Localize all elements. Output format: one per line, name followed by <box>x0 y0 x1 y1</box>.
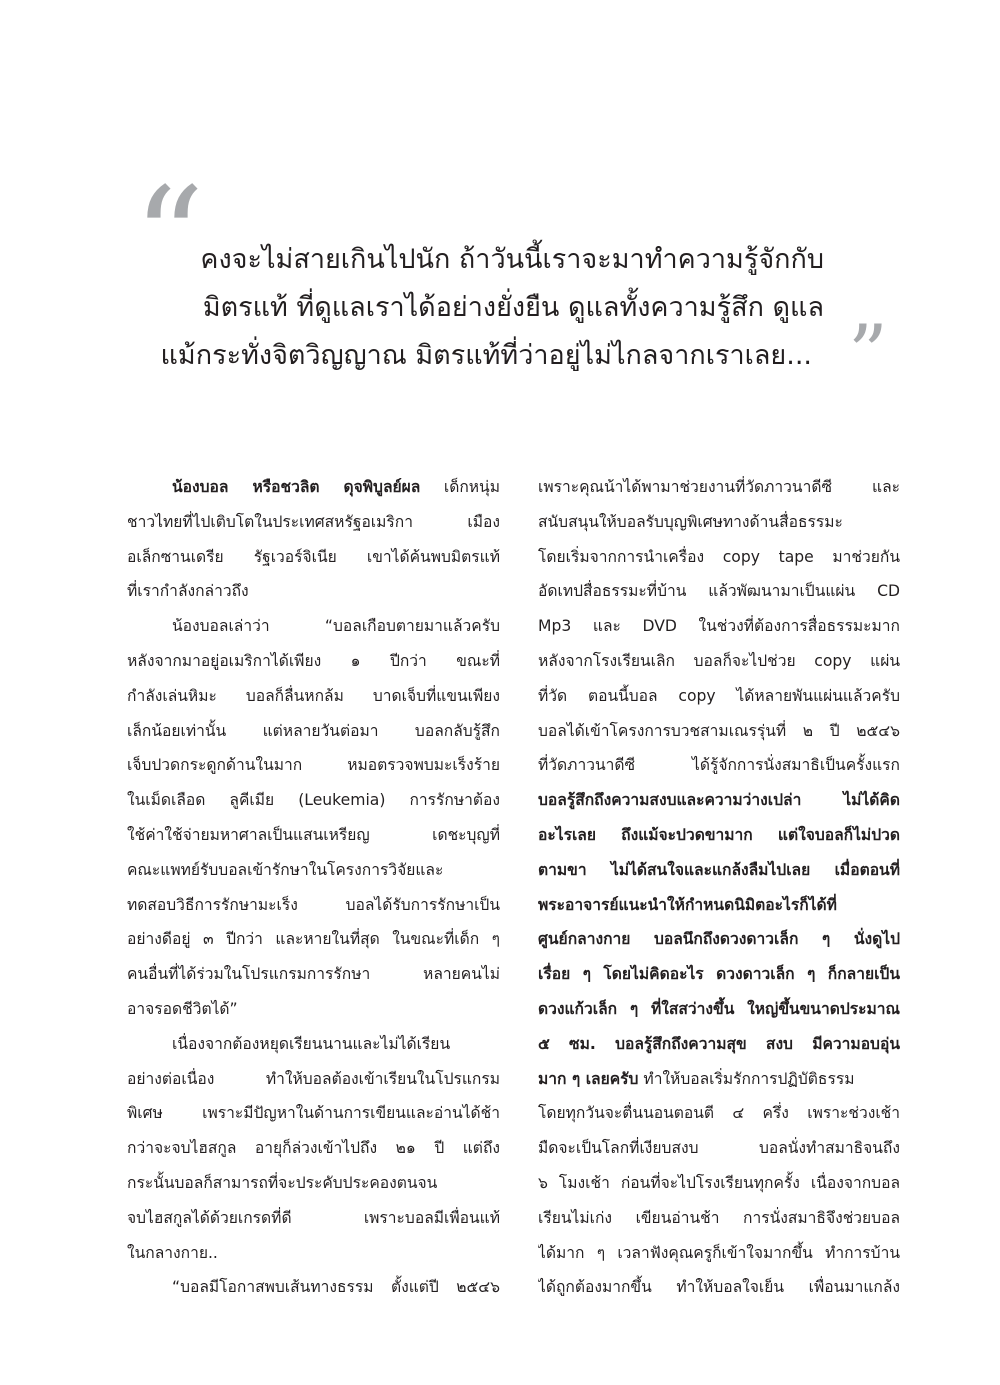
text-line: หลังจากมาอยู่อเมริกาได้เพียง ๑ ปีกว่า ขณะที่ <box>127 651 500 670</box>
text-line: ชาวไทยที่ไปเติบโตในประเทศสหรัฐอเมริกา เมือง <box>127 512 500 531</box>
text-line: กว่าจะจบไฮสกูล อายุก็ล่วงเข้าไปถึง ๒๑ ปี แต่ถึง <box>127 1139 500 1158</box>
close-quote-mark: ” <box>848 309 884 399</box>
text-line: ๖ โมงเช้า ก่อนที่จะไปโรงเรียนทุกครั้ง เนื่องจากบอล <box>538 1173 900 1192</box>
right-column <box>538 470 900 1305</box>
text-line: อย่างต่อเนื่อง ทำให้บอลต้องเข้าเรียนในโปรแกรม <box>127 1069 500 1088</box>
text-line: “บอลมีโอกาสพบเส้นทางธรรม ตั้งแต่ปี ๒๕๔๖ <box>172 1278 500 1297</box>
text-line: อย่างดีอยู่ ๓ ปีกว่า และหายในที่สุด ในขณะที่เด็ก ๆ <box>127 930 500 949</box>
text-line: กำลังเล่นหิมะ บอลก็ลื่นหกล้ม บาดเจ็บที่แขนเพียง <box>127 686 500 705</box>
text-line: อาจรอดชีวิตได้” <box>127 999 238 1018</box>
text-line: ในกลางกาย.. <box>127 1243 218 1262</box>
text-line: ได้มาก ๆ เวลาฟังคุณครูก็เข้าใจมากขึ้น ทำการบ้าน <box>538 1243 900 1262</box>
bold-text-line: พระอาจารย์แนะนำให้กำหนดนิมิตอะไรก็ได้ที่ <box>538 895 837 914</box>
text-line: พิเศษ เพราะมีปัญหาในด้านการเขียนและอ่านได้ช้า <box>127 1104 500 1123</box>
pull-quote-line: คงจะไม่สายเกินไปนัก ถ้าวันนี้เราจะมาทำความรู้จักกับ <box>200 244 824 275</box>
text-line: ใช้ค่าใช้จ่ายมหาศาลเป็นแสนเหรียญ เดชะบุญที่ <box>127 825 500 844</box>
text-run: เด็กหนุ่ม <box>420 478 500 496</box>
text-line <box>127 470 500 505</box>
text-line: หลังจากโรงเรียนเลิก บอลก็จะไปช่วย copy แผ่น <box>538 651 900 670</box>
text-line: จบไฮสกูลได้ด้วยเกรดที่ดี เพราะบอลมีเพื่อนแท้ <box>127 1208 500 1227</box>
text-line <box>538 1062 900 1097</box>
open-quote-mark: “ <box>133 158 199 321</box>
text-line: โดยเริ่มจากการนำเครื่อง copy tape มาช่วยกัน <box>538 547 900 566</box>
bold-text-line: อะไรเลย ถึงแม้จะปวดขามาก แต่ใจบอลก็ไม่ปวด <box>538 825 900 844</box>
text-line: ที่เรากำลังกล่าวถึง <box>127 582 249 601</box>
text-line: ในเม็ดเลือด ลูคีเมีย (Leukemia) การรักษาต้อง <box>127 791 500 810</box>
bold-text-line: ดวงแก้วเล็ก ๆ ที่ใสสว่างขึ้น ใหญ่ขึ้นขนาดประมาณ <box>538 999 900 1018</box>
pull-quote-line: มิตรแท้ ที่ดูแลเราได้อย่างยั่งยืน ดูแลทั้งความรู้สึก ดูแล <box>202 292 824 323</box>
bold-text-line: บอลรู้สึกถึงความสงบและความว่างเปล่า ไม่ได้คิด <box>538 791 900 810</box>
text-run: ทำให้บอลเริ่มรักการปฏิบัติธรรม <box>638 1069 855 1088</box>
text-line: เรียนไม่เก่ง เขียนอ่านช้า การนั่งสมาธิจึงช่วยบอล <box>538 1208 900 1227</box>
text-line: อเล็กซานเดรีย รัฐเวอร์จิเนีย เขาได้ค้นพบมิตรแท้ <box>127 547 500 566</box>
text-line: กระนั้นบอลก็สามารถที่จะประคับประคองตนจน <box>127 1173 438 1192</box>
text-line: ได้ถูกต้องมากขึ้น ทำให้บอลใจเย็น เพื่อนมาแกล้ง <box>538 1278 900 1297</box>
bold-run: มาก ๆ เลยครับ <box>538 1069 639 1088</box>
text-line: อัดเทปสื่อธรรมะที่บ้าน แล้วพัฒนามาเป็นแผ่น CD <box>538 582 900 601</box>
text-line: โดยทุกวันจะตื่นนอนตอนตี ๔ ครึ่ง เพราะช่วงเช้า <box>538 1104 900 1123</box>
bold-text-line: ๕ ซม. บอลรู้สึกถึงความสุข สงบ มีความอบอุ่น <box>538 1034 900 1053</box>
text-line: มืดจะเป็นโลกที่เงียบสงบ บอลนั่งทำสมาธิจนถึง <box>538 1139 900 1158</box>
text-line: เล็กน้อยเท่านั้น แต่หลายวันต่อมา บอลกลับรู้สึก <box>127 721 500 740</box>
text-line: Mp3 และ DVD ในช่วงที่ต้องการสื่อธรรมะมาก <box>538 617 900 636</box>
text-line: เนื่องจากต้องหยุดเรียนนานและไม่ได้เรียน <box>172 1034 451 1053</box>
bold-intro: น้องบอล หรือชวลิต ดุจพิบูลย์ผล <box>172 478 421 496</box>
bold-text-line: ศูนย์กลางกาย บอลนึกถึงดวงดาวเล็ก ๆ นั่งดูไป <box>538 930 900 949</box>
text-line: คณะแพทย์รับบอลเข้ารักษาในโครงการวิจัยและ <box>127 860 444 879</box>
pull-quote <box>0 0 1000 420</box>
pull-quote-line: แม้กระทั่งจิตวิญญาณ มิตรแท้ที่ว่าอยู่ไม่ไกลจากเราเลย... <box>160 340 812 371</box>
text-line: ที่วัดภาวนาดีซี ได้รู้จักการนั่งสมาธิเป็นครั้งแรก <box>538 756 900 775</box>
text-line: บอลได้เข้าโครงการบวชสามเณรรุ่นที่ ๒ ปี ๒๕๔๖ <box>538 721 900 740</box>
text-line: สนับสนุนให้บอลรับบุญพิเศษทางด้านสื่อธรรมะ <box>538 512 843 531</box>
text-line: ทดสอบวิธีการรักษามะเร็ง บอลได้รับการรักษาเป็น <box>127 895 500 914</box>
text-line: ที่วัด ตอนนี้บอล copy ได้หลายพันแผ่นแล้วครับ <box>538 686 900 705</box>
left-column <box>127 470 500 1305</box>
bold-text-line: เรื่อย ๆ โดยไม่คิดอะไร ดวงดาวเล็ก ๆ ก็กลายเป็น <box>538 965 900 984</box>
text-line: คนอื่นที่ได้ร่วมในโปรแกรมการรักษา หลายคนไม่ <box>127 965 500 984</box>
text-line: น้องบอลเล่าว่า “บอลเกือบตายมาแล้วครับ <box>172 617 500 636</box>
text-line: เจ็บปวดกระดูกด้านในมาก หมอตรวจพบมะเร็งร้าย <box>127 756 500 775</box>
text-line: เพราะคุณน้าได้พามาช่วยงานที่วัดภาวนาดีซี และ <box>538 478 900 496</box>
bold-text-line: ตามขา ไม่ได้สนใจและแกล้งลืมไปเลย เมื่อตอนที่ <box>538 860 900 879</box>
